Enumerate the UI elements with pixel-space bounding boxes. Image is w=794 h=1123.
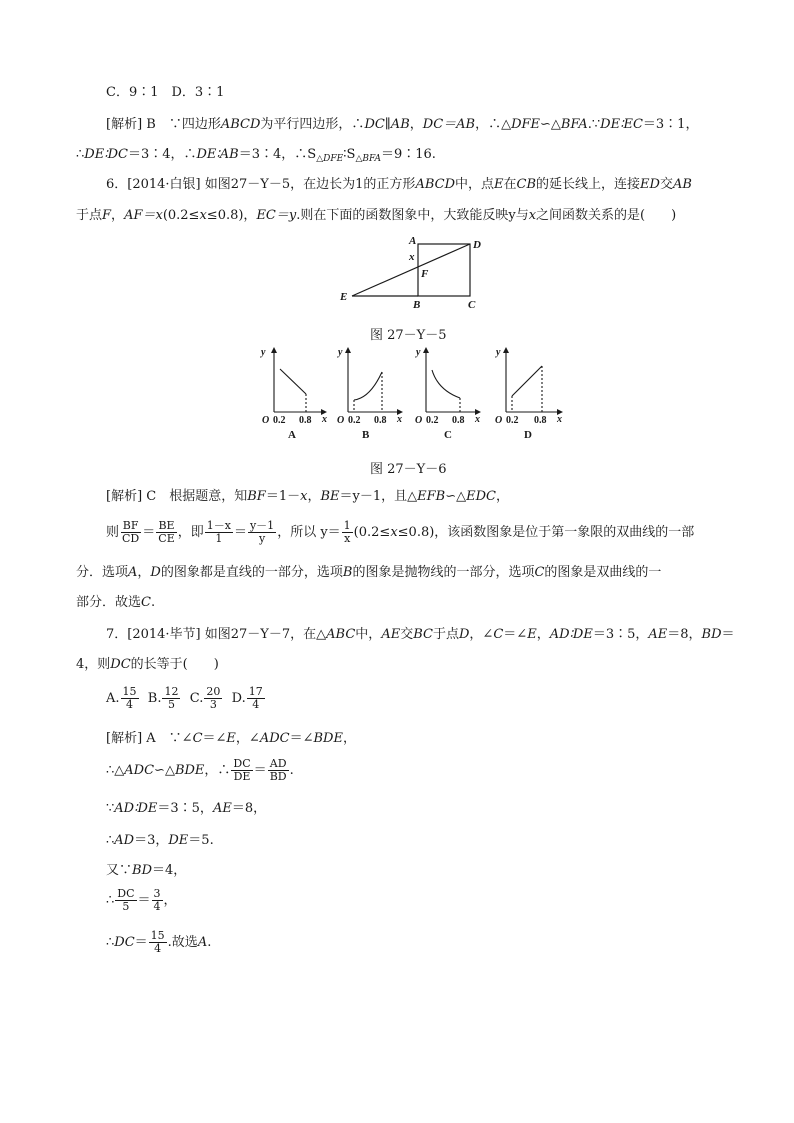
q7-options: A. $\frac{15}{4}$ B. $\frac{12}{5}$ C. $\frac{20}{3}$ D. $\frac{17}{4}$ xyxy=(106,685,263,711)
label-a: A xyxy=(409,235,417,247)
tick-0-8: 0.8 xyxy=(374,415,387,426)
q7-solution-line5: 又∵BD＝4， xyxy=(106,863,187,878)
origin-label: O xyxy=(337,415,345,426)
y-arrow xyxy=(423,347,429,353)
curve-a xyxy=(280,369,306,394)
fraction-y-1: $\frac{y-1}{y}$ xyxy=(249,519,275,545)
q6-stem-line1: 6．[2014·白银] 如图27－Y－5，在边长为1的正方形ABCD中，点E在CB的延长线上，连接ED交AB xyxy=(106,177,692,192)
tick-0-8: 0.8 xyxy=(534,415,547,426)
fraction-3-4: $\frac{3}{4}$ xyxy=(153,887,161,913)
q6-solution-line1: [解析] C 根据题意，知BF＝1－x，BE＝y－1，且△EFB∽△EDC， xyxy=(106,489,509,504)
origin-label: O xyxy=(262,415,270,426)
q6-solution-line4: 部分．故选C. xyxy=(76,595,156,610)
q7-solution-line2: ∴△ADC∽△BDE，∴ $\frac{DC}{DE}$ ＝ $\frac{AD}{BD}$ . xyxy=(106,757,294,783)
axis-y-label: y xyxy=(496,347,501,358)
label-b: B xyxy=(413,299,421,311)
label-x: x xyxy=(409,251,415,263)
y-arrow xyxy=(271,347,277,353)
tick-0-2: 0.2 xyxy=(506,415,519,426)
figure-27-y-5 xyxy=(330,232,490,312)
option-letter: C xyxy=(444,429,452,441)
figure-27-y-5-caption: 图 27－Y－5 xyxy=(370,328,447,343)
origin-label: O xyxy=(415,415,423,426)
fraction-dc-5: $\frac{DC}{5}$ xyxy=(117,887,135,913)
tick-0-2: 0.2 xyxy=(273,415,286,426)
option-d-fraction: $\frac{17}{4}$ xyxy=(248,685,263,711)
origin-label: O xyxy=(495,415,503,426)
option-letter: A xyxy=(288,429,296,441)
tick-0-8: 0.8 xyxy=(452,415,465,426)
axis-y-label: y xyxy=(416,347,421,358)
curve-b xyxy=(354,372,382,400)
curve-c xyxy=(432,370,460,398)
curve-d xyxy=(512,366,542,396)
fraction-15-4: $\frac{15}{4}$ xyxy=(150,929,165,955)
q5-options xyxy=(106,84,224,102)
q7-solution-line3: ∵AD∶DE＝3∶5，AE＝8， xyxy=(106,801,267,816)
q7-stem-line2: 4，则DC的长等于( ) xyxy=(76,657,219,672)
q7-solution-line6: ∴ $\frac{DC}{5}$ ＝ $\frac{3}{4}$ ， xyxy=(106,887,177,913)
option-a-fraction: $\frac{15}{4}$ xyxy=(122,685,137,711)
q7-solution-line1: [解析] A ∵∠C＝∠E，∠ADC＝∠BDE， xyxy=(106,731,356,746)
fraction-ad-bd: $\frac{AD}{BD}$ xyxy=(269,757,287,783)
y-arrow xyxy=(345,347,351,353)
q5-options-text: C．9∶1 D．3∶1 xyxy=(106,85,225,100)
q7-solution-line7: ∴DC＝ $\frac{15}{4}$ .故选A. xyxy=(106,929,212,955)
axis-y-label: y xyxy=(261,347,266,358)
figure-27-y-6-caption: 图 27－Y－6 xyxy=(370,462,447,477)
label-f: F xyxy=(421,268,429,280)
fraction-1-over-x: $\frac{1}{x}$ xyxy=(343,519,351,545)
option-letter: D xyxy=(524,429,532,441)
q6-stem-line2: 于点F，AF＝x(0.2≤x≤0.8)，EC＝y.则在下面的函数图象中，大致能反映y与x之间函数关系的是( ) xyxy=(76,208,677,223)
tick-0-2: 0.2 xyxy=(426,415,439,426)
axis-x-label: x xyxy=(557,414,562,425)
option-letter: B xyxy=(362,429,370,441)
axis-x-label: x xyxy=(322,414,327,425)
label-e: E xyxy=(340,291,348,303)
q6-solution-line2: 则 $\frac{BF}{CD}$ ＝ $\frac{BE}{CE}$ ，即 $\frac{1-x}{1}$ ＝ $\frac{y-1}{y}$ ，所以 y＝ $\frac{1}{x}$ (0.2≤x≤0.8)，该函数图象是位于第一象限的双曲线的一部 xyxy=(106,519,695,545)
axis-x-label: x xyxy=(475,414,480,425)
q7-stem-line1: 7．[2014·毕节] 如图27－Y－7，在△ABC中，AE交BC于点D，∠C＝∠E，AD∶DE＝3∶5，AE＝8，BD＝ xyxy=(106,627,735,642)
axis-y-label: y xyxy=(338,347,343,358)
tick-0-2: 0.2 xyxy=(348,415,361,426)
fraction-bf-cd: $\frac{BF}{CD}$ xyxy=(122,519,140,545)
graph-option-a xyxy=(254,342,330,442)
q6-solution-line3: 分．选项A，D的图象都是直线的一部分，选项B的图象是抛物线的一部分，选项C的图象是双曲线的一 xyxy=(76,565,662,580)
graph-option-c xyxy=(410,342,486,442)
fraction-be-ce: $\frac{BE}{CE}$ xyxy=(158,519,175,545)
label-c: C xyxy=(468,299,476,311)
option-c-fraction: $\frac{20}{3}$ xyxy=(206,685,221,711)
graph-option-d xyxy=(490,342,570,442)
graph-option-b xyxy=(332,342,408,442)
y-arrow xyxy=(503,347,509,353)
fraction-dc-de: $\frac{DC}{DE}$ xyxy=(233,757,251,783)
q5-solution-line1: [解析] B ∵四边形ABCD为平行四边形，∴DC∥AB，DC＝AB，∴△DFE∽△BFA.∵DE∶EC＝3∶1， xyxy=(106,117,699,132)
q5-solution-line2: ∴DE∶DC＝3∶4，∴DE∶AB＝3∶4，$\therefore S_{\triangle DFE}∶S_{\triangle BFA}=9∶16$. xyxy=(76,147,436,164)
label-d: D xyxy=(473,239,481,251)
axis-x-label: x xyxy=(397,414,402,425)
fraction-1-x: $\frac{1-x}{1}$ xyxy=(206,519,231,545)
option-b-fraction: $\frac{12}{5}$ xyxy=(164,685,179,711)
tick-0-8: 0.8 xyxy=(299,415,312,426)
figure-27-y-6 xyxy=(254,342,574,442)
q7-solution-line4: ∴AD＝3，DE＝5. xyxy=(106,833,214,848)
